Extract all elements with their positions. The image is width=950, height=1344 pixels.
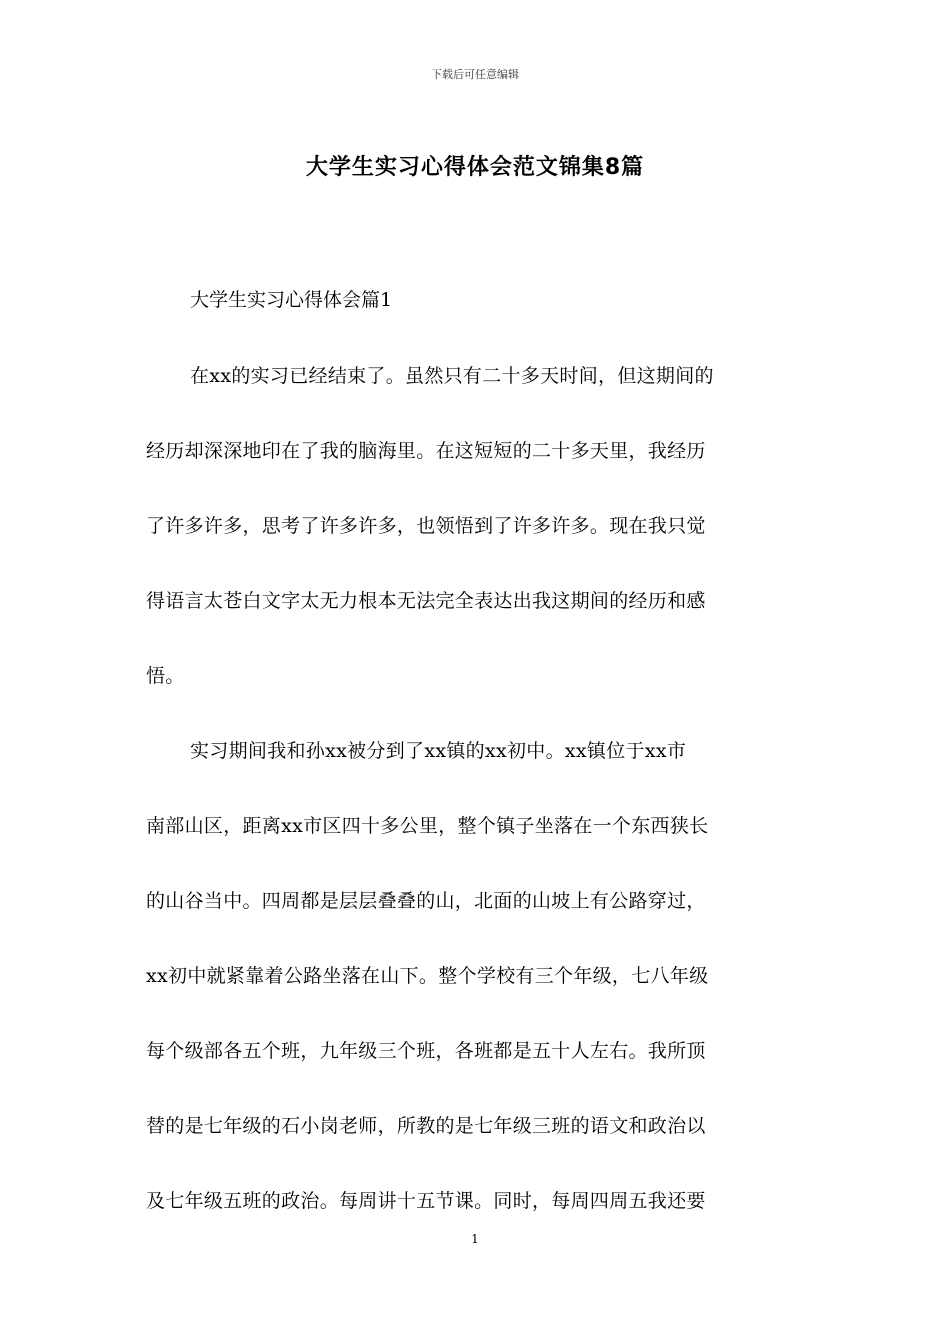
paragraph-line: 实习期间我和孙xx被分到了xx镇的xx初中。xx镇位于xx市 (190, 740, 687, 762)
paragraph-line: 悟。 (146, 665, 185, 687)
paragraph-line: xx初中就紧靠着公路坐落在山下。整个学校有三个年级，七八年级 (146, 965, 709, 987)
document-title: 大学生实习心得体会范文锦集8篇 (305, 155, 645, 180)
page-number: 1 (471, 1232, 479, 1246)
paragraph-line: 替的是七年级的石小岗老师，所教的是七年级三班的语文和政治以 (146, 1115, 706, 1137)
section-heading: 大学生实习心得体会篇1 (190, 289, 393, 311)
paragraph-line: 得语言太苍白文字太无力根本无法完全表达出我这期间的经历和感 (146, 590, 706, 612)
paragraph-line: 及七年级五班的政治。每周讲十五节课。同时，每周四周五我还要 (146, 1190, 706, 1212)
paragraph-line: 在xx的实习已经结束了。虽然只有二十多天时间，但这期间的 (190, 365, 714, 387)
paragraph-line: 经历却深深地印在了我的脑海里。在这短短的二十多天里，我经历 (146, 440, 706, 462)
paragraph-line: 每个级部各五个班，九年级三个班，各班都是五十人左右。我所顶 (146, 1040, 706, 1062)
paragraph-line: 了许多许多，思考了许多许多，也领悟到了许多许多。现在我只觉 (146, 515, 706, 537)
paragraph-line: 的山谷当中。四周都是层层叠叠的山，北面的山坡上有公路穿过， (146, 890, 706, 912)
paragraph-line: 南部山区，距离xx市区四十多公里，整个镇子坐落在一个东西狭长 (146, 815, 709, 837)
page-header-note: 下载后可任意编辑 (431, 68, 519, 81)
